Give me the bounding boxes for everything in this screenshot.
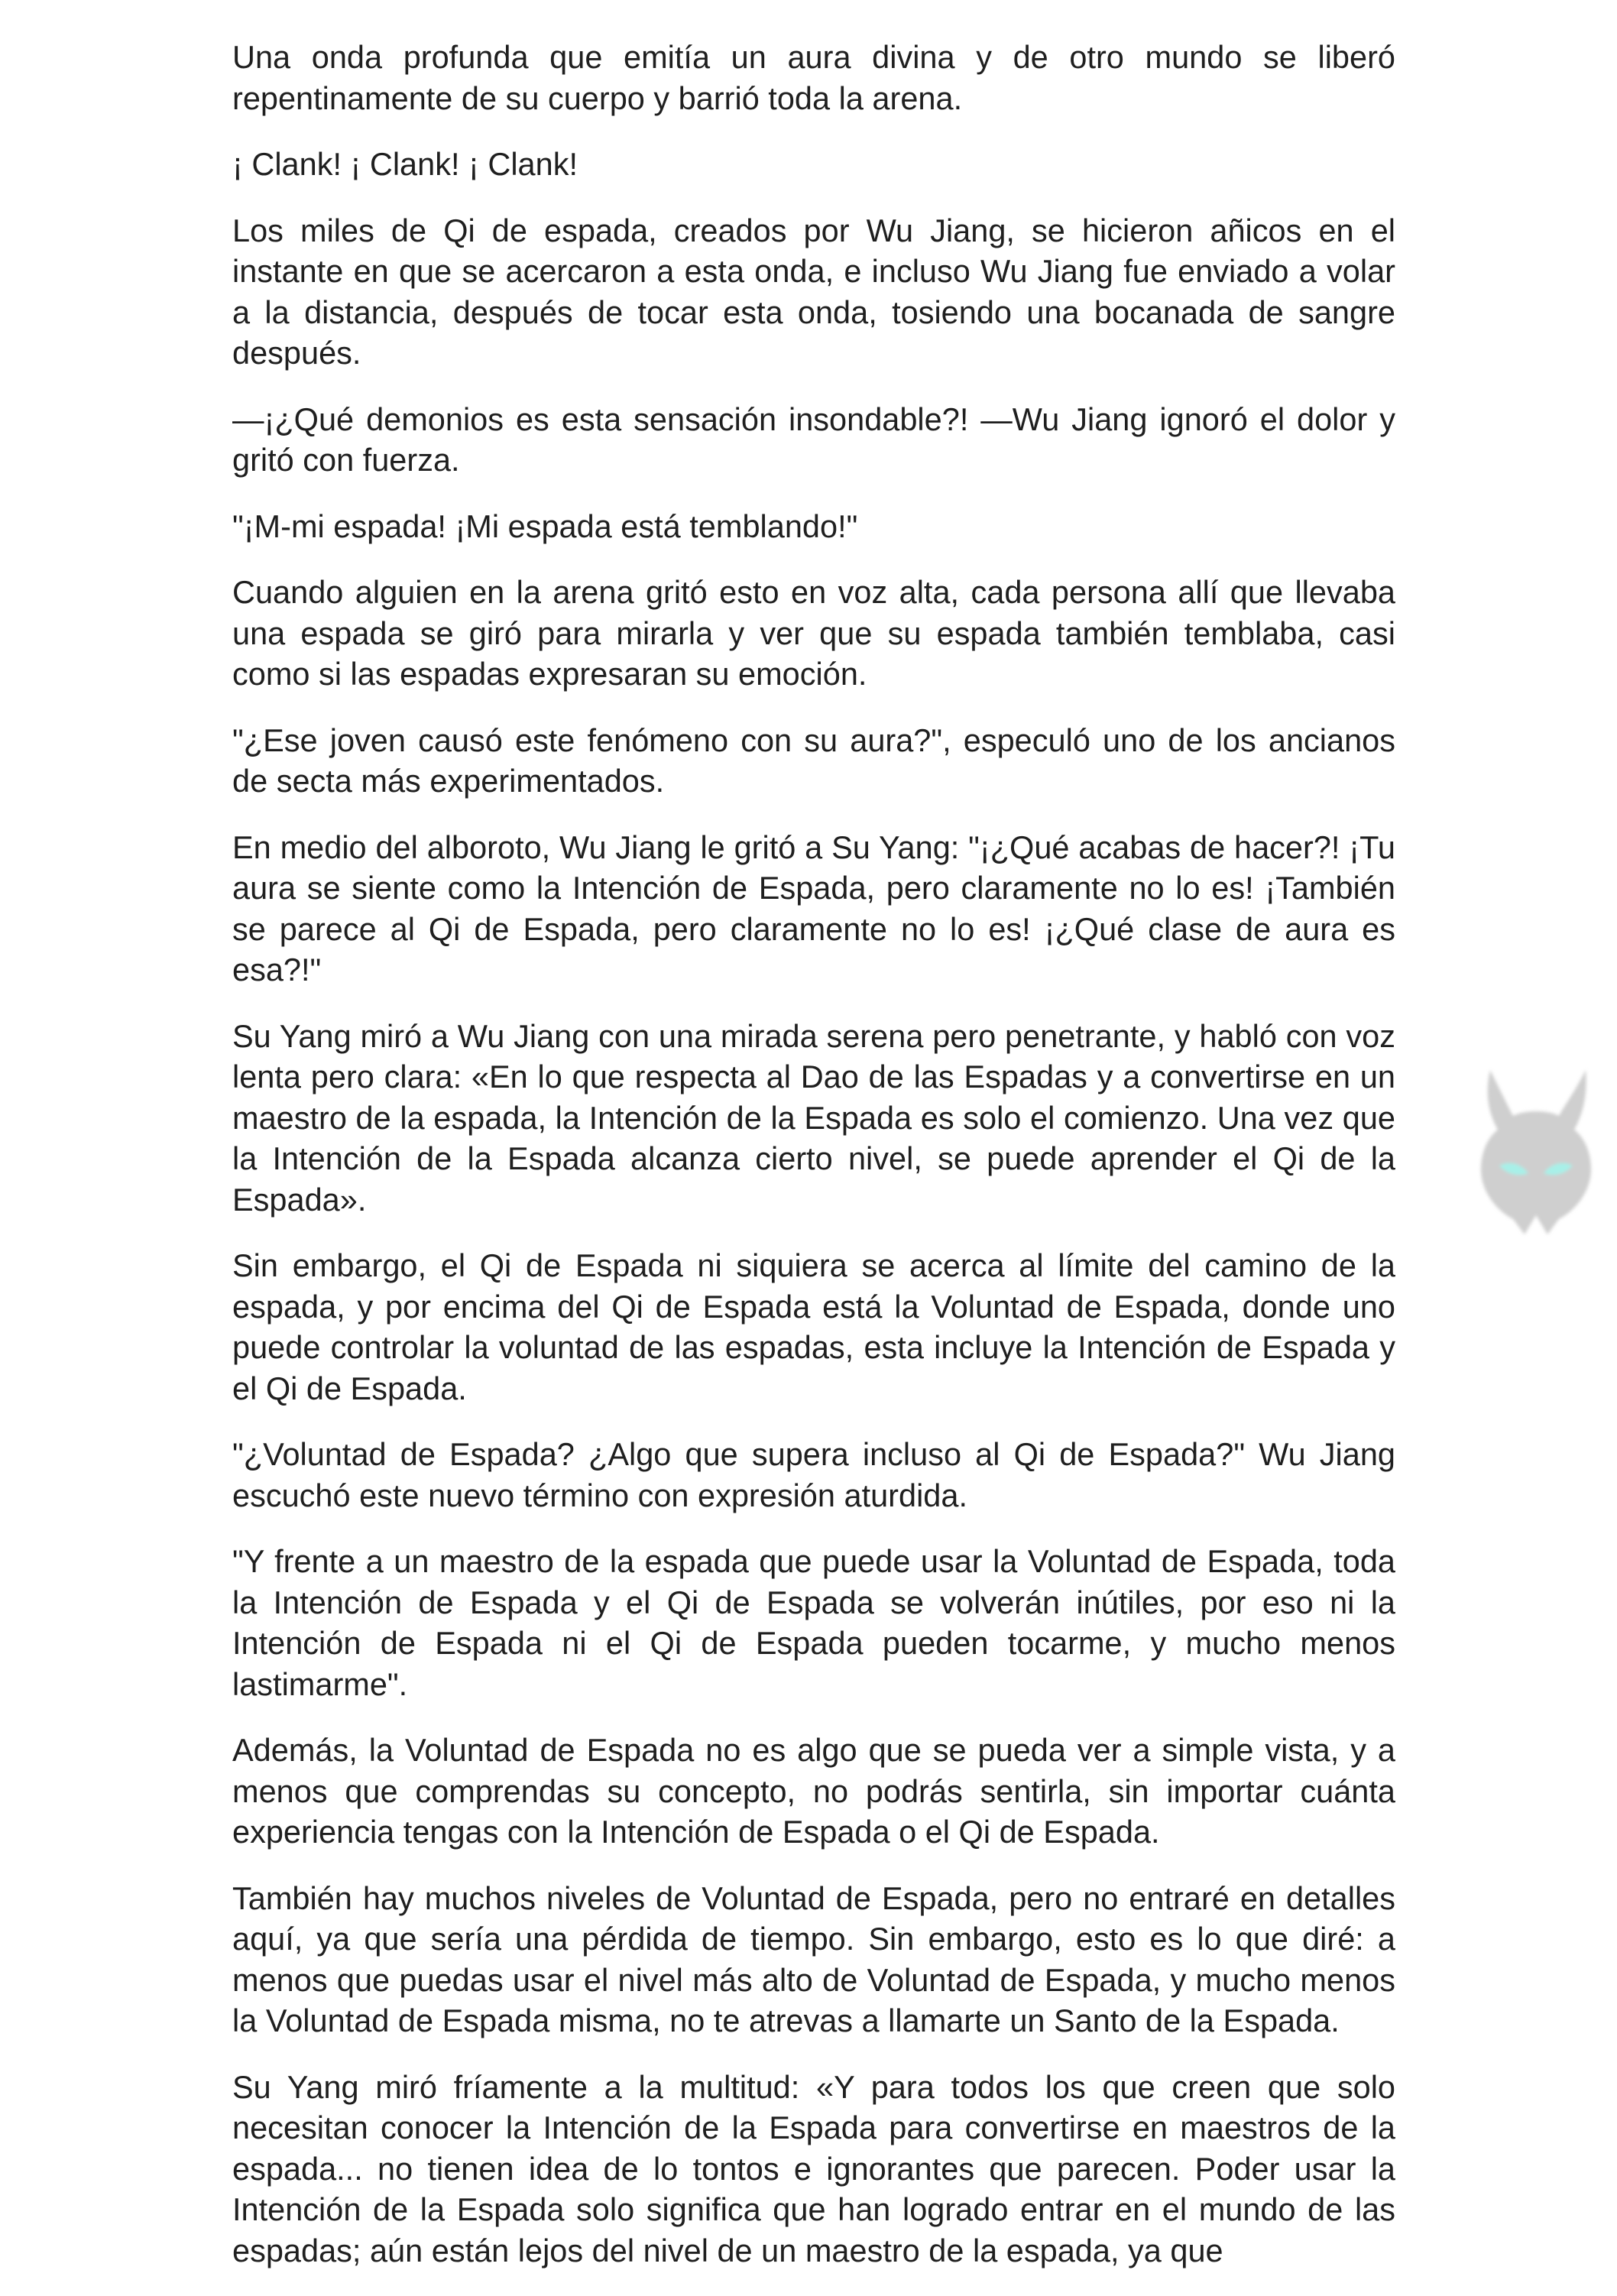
document-body — [232, 37, 1395, 2296]
paragraph: "¡M-mi espada! ¡Mi espada está temblando!" — [232, 508, 858, 544]
paragraph: También hay muchos niveles de Voluntad de Espada, pero no entraré en detalles aquí, ya que sería una pérdida de tiempo. Sin embargo, esto es lo que diré: a menos que puedas usar el nivel más alto de Voluntad de Espada, y mucho menos la Voluntad de Espada misma, no te atrevas a llamarte un Santo de la Espada. — [232, 1879, 1395, 2038]
paragraph: Sin embargo, el Qi de Espada ni siquiera se acerca al límite del camino de la espada, y por encima del Qi de Espada está la Voluntad de Espada, donde uno puede controlar la voluntad de las espadas, esta incluye la Intención de Espada y el Qi de Espada. — [232, 1247, 1395, 1406]
paragraph: Además, la Voluntad de Espada no es algo que se pueda ver a simple vista, y a menos que comprendas su concepto, no podrás sentirla, sin importar cuánta experiencia tengas con la Intención de Espada o el Qi de Espada. — [232, 1732, 1395, 1850]
paragraph: En medio del alboroto, Wu Jiang le gritó a Su Yang: "¡¿Qué acabas de hacer?! ¡Tu aura se siente como la Intención de Espada, pero claramente no lo es! ¡También se parece al Qi de Espada, pero claramente no lo es! ¡¿Qué clase de aura es esa?!" — [232, 829, 1395, 987]
paragraph: "¿Ese joven causó este fenómeno con su aura?", especuló uno de los ancianos de secta más experimentados. — [232, 722, 1395, 799]
paragraph: Los miles de Qi de espada, creados por Wu Jiang, se hicieron añicos en el instante en que se acercaron a esta onda, e incluso Wu Jiang fue enviado a volar a la distancia, después de tocar esta onda, tosiendo una bocanada de sangre después. — [232, 212, 1395, 371]
demon-head-icon — [1460, 1062, 1612, 1246]
paragraph: Su Yang miró a Wu Jiang con una mirada serena pero penetrante, y habló con voz lenta pero clara: «En lo que respecta al Dao de las Espadas y a convertirse en un maestro de la espada, la Intención de la Espada es solo el comienzo. Una vez que la Intención de la Espada alcanza cierto nivel, se puede aprender el Qi de la Espada». — [232, 1017, 1395, 1218]
paragraph: Su Yang miró fríamente a la multitud: «Y para todos los que creen que solo necesitan conocer la Intención de la Espada para convertirse en maestros de la espada... no tienen idea de lo tontos e ignorantes que parecen. Poder usar la Intención de la Espada solo significa que han logrado entrar en el mundo de las espadas; aún están lejos del nivel de un maestro de la espada, ya que — [232, 2068, 1395, 2268]
paragraph: —¡¿Qué demonios es esta sensación insondable?! —Wu Jiang ignoró el dolor y gritó con fuerza. — [232, 401, 1395, 478]
paragraph: "Y frente a un maestro de la espada que puede usar la Voluntad de Espada, toda la Intención de Espada y el Qi de Espada se volverán inútiles, por eso ni la Intención de Espada ni el Qi de Espada pueden tocarme, y mucho menos lastimarme". — [232, 1543, 1395, 1702]
paragraph: Cuando alguien en la arena gritó esto en voz alta, cada persona allí que llevaba una espada se giró para mirarla y ver que su espada también temblaba, casi como si las espadas expresaran su emoción. — [232, 574, 1395, 692]
paragraph: ¡ Clank! ¡ Clank! ¡ Clank! — [232, 146, 578, 182]
paragraph: Una onda profunda que emitía un aura divina y de otro mundo se liberó repentinamente de su cuerpo y barrió toda la arena. — [232, 39, 1395, 116]
paragraph: "¿Voluntad de Espada? ¿Algo que supera incluso al Qi de Espada?" Wu Jiang escuchó este nuevo término con expresión aturdida. — [232, 1436, 1395, 1513]
